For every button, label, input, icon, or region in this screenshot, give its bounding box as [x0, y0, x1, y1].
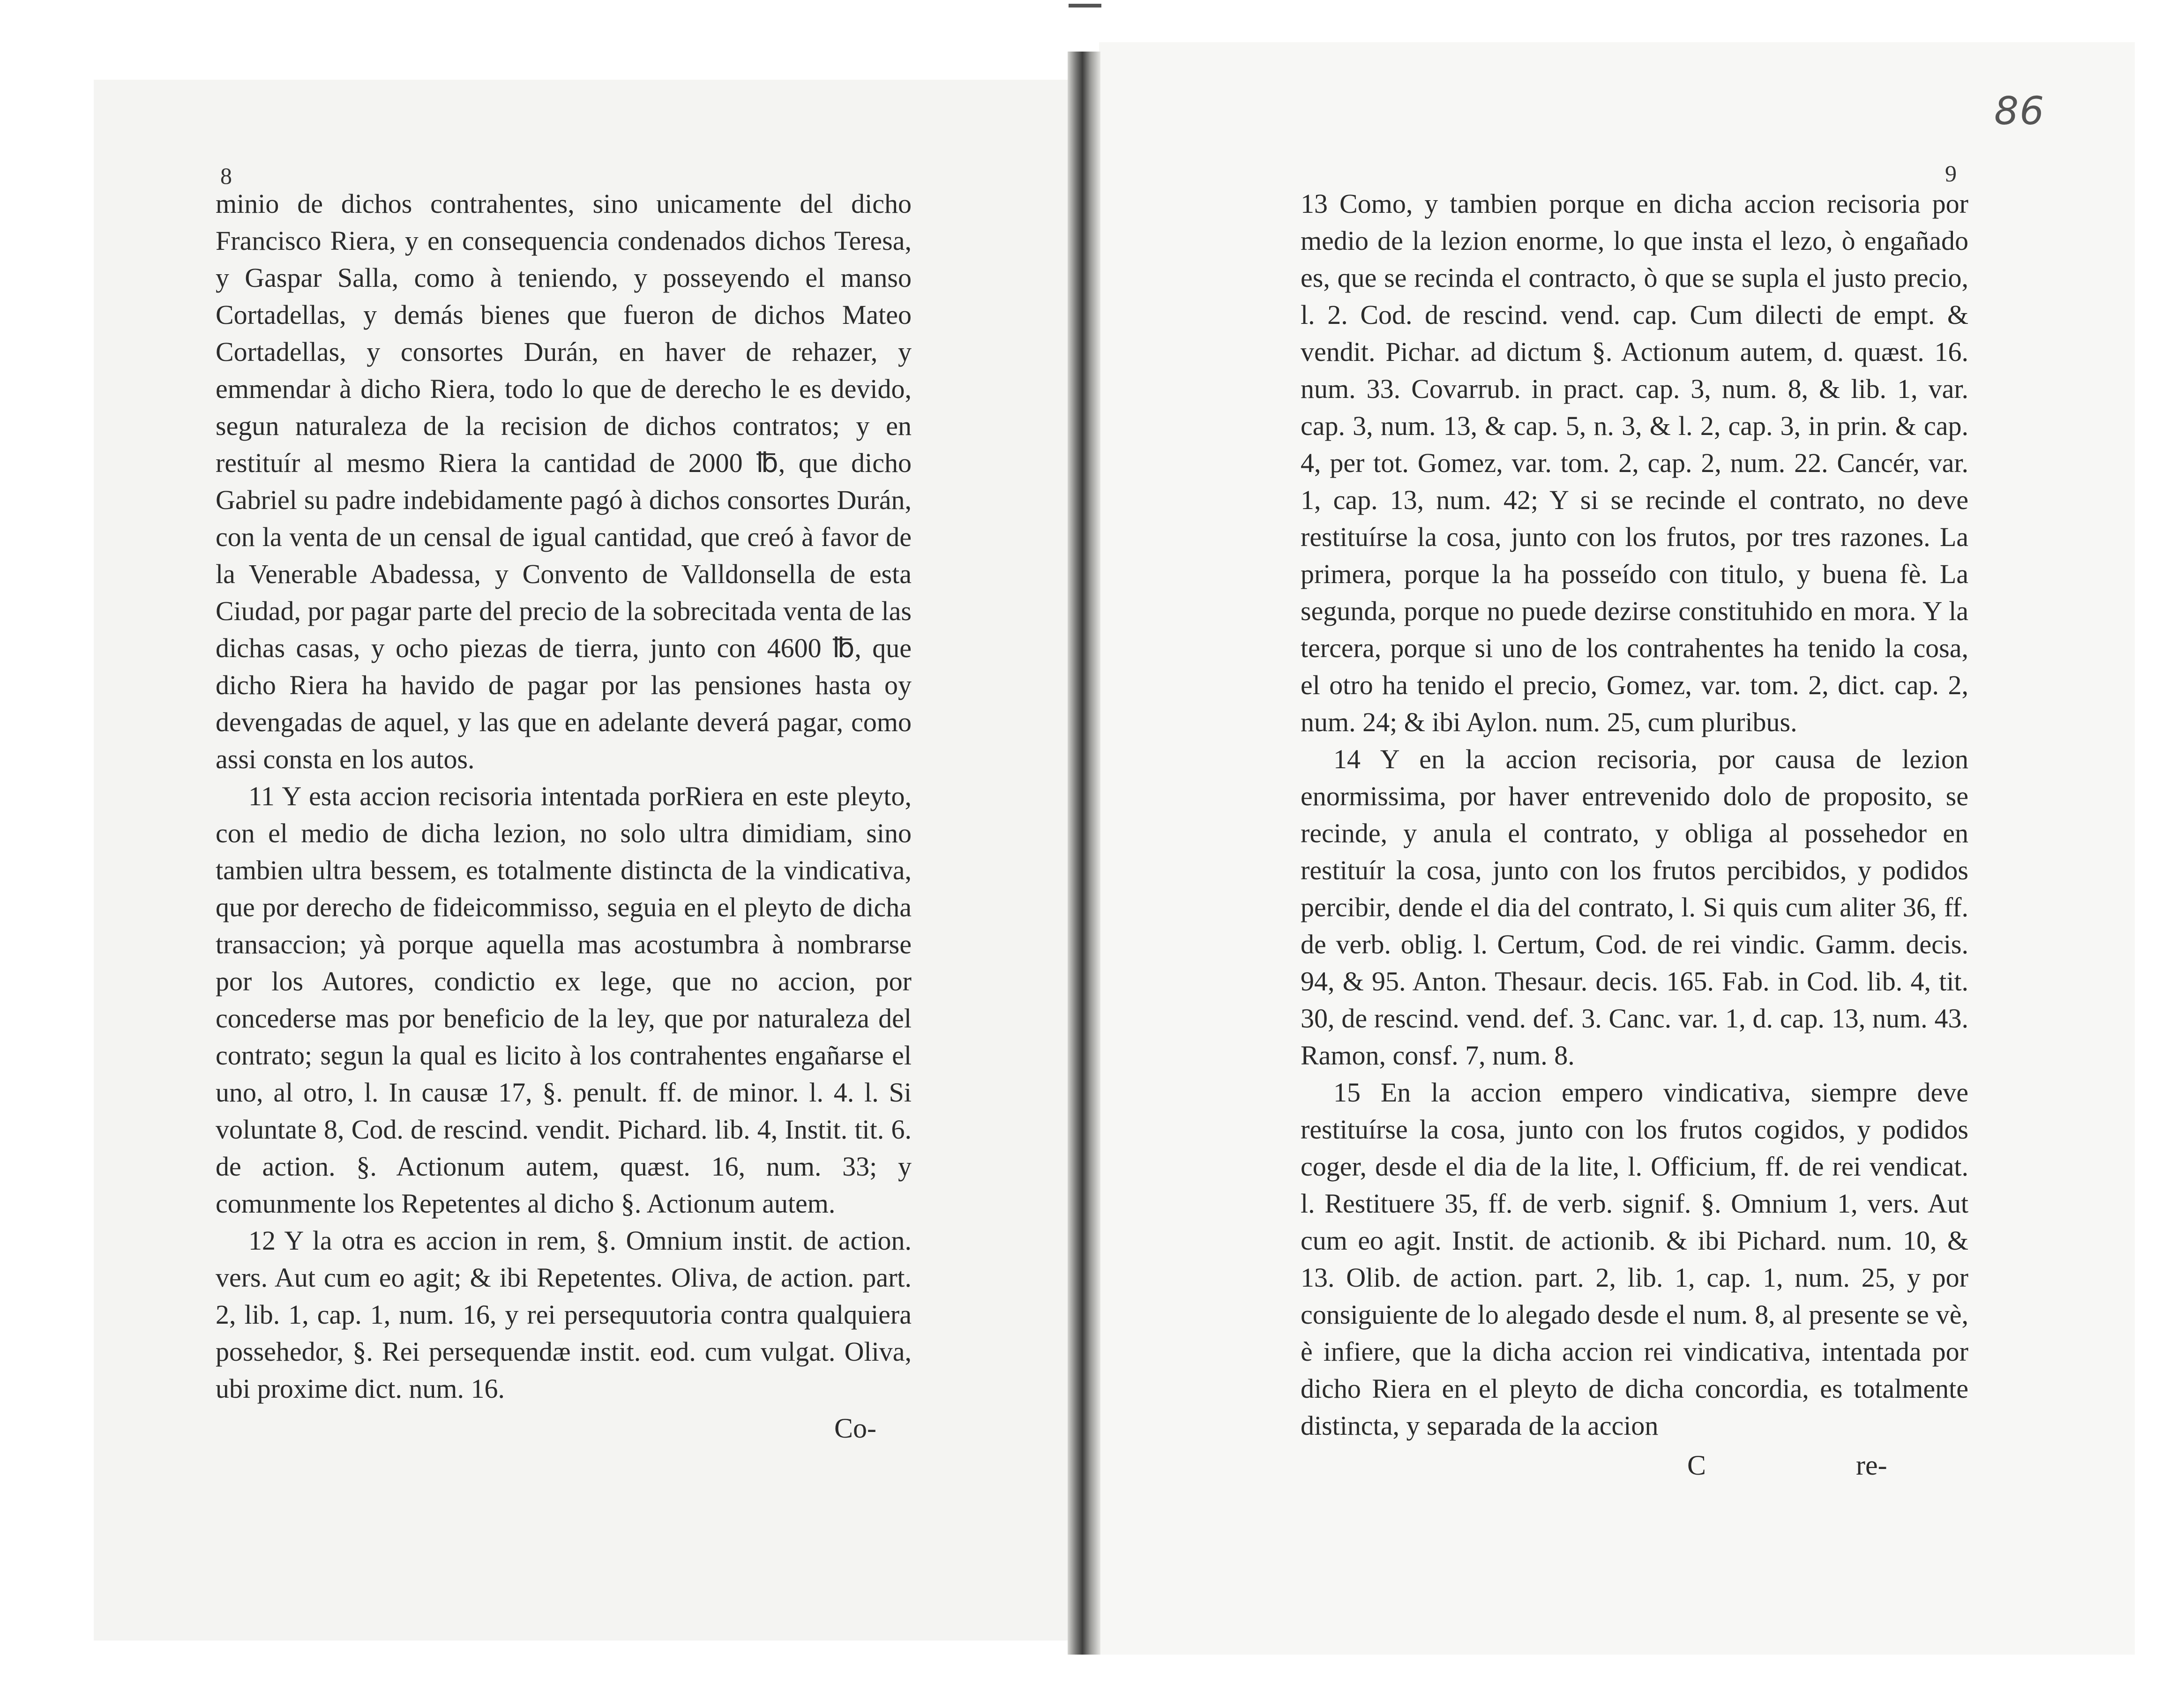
right-page-number: 9 — [1945, 160, 1957, 187]
top-mark — [1069, 4, 1101, 7]
paragraph-14: 14 Y en la accion recisoria, por causa de lezion enormissima, por haver entrevenido dolo de proposito, se recinde, y anula el contrato, y obliga al possehedor en restituír la cosa, junto con los frutos percibidos, y podidos percibir, dende el dia del contrato, l. Si quis cum aliter 36, ff. de verb. oblig. l. Certum, Cod. de rei vindic. Gamm. decis. 94, & 95. Anton. Thesaur. decis. 165. Fab. in Cod. lib. 4, tit. 30, de rescind. vend. def. 3. Canc. var. 1, d. cap. 13, num. 43. Ramon, consf. 7, num. 8. — [1301, 744, 1968, 1071]
book-gutter — [1068, 52, 1100, 1655]
paragraph-10-continued: minio de dichos contrahentes, sino unicamente del dicho Francisco Riera, y en consequencia condenados dichos Teresa, y Gaspar Salla, como à teniendo, y posseyendo el manso Cortadellas, y demás bienes que fueron de dichos Mateo Cortadellas, y consortes Durán, en haver de rehazer, y emmendar à dicho Riera, todo lo que de derecho le es devido, segun naturaleza de la recision de dichos contratos; y en restituír al mesmo Riera la cantidad de 2000 ℔, que dicho Gabriel su padre indebidamente pagó à dichos consortes Durán, con la venta de un censal de igual cantidad, que creó à favor de la Venerable Abadessa, y Convento de Valldonsella de esta Ciudad, por pagar parte del precio de la sobrecitada venta de las dichas casas, y ocho piezas de tierra, junto con 4600 ℔, que dicho Riera ha havido de pagar por las pensiones hasta oy devengadas de aquel, y las que en adelante deverá pagar, como assi consta en los autos. — [216, 188, 912, 774]
signature-mark: C — [1687, 1450, 1706, 1481]
paragraph-15: 15 En la accion empero vindicativa, siempre deve restituírse la cosa, junto con los frutos cogidos, y podidos coger, desde el dia de la lite, l. Officium, ff. de rei vendicat. l. Restituere 35, ff. de verb. signif. §. Omnium 1, vers. Aut cum eo agit. Instit. de actionib. & ibi Pichard. num. 10, & 13. Olib. de action. part. 2, lib. 1, cap. 1, num. 25, y por consiguiente de lo alegado desde el num. 8, al presente se vè, è infiere, que la dicha accion rei vindicativa, intentada por dicho Riera en el pleyto de dicha concordia, es totalmente distincta, y separada de la accion — [1301, 1077, 1968, 1441]
left-page-body — [216, 185, 912, 1407]
paragraph-11: 11 Y esta accion recisoria intentada porRiera en este pleyto, con el medio de dicha lezion, no solo ultra dimidiam, sino tambien ultra bessem, es totalmente distincta de la vindicativa, que por derecho de fideicommisso, seguia en el pleyto de dicha transaccion; yà porque aquella mas acostumbra à nombrarse por los Autores, condictio ex lege, que no accion, por concederse mas por beneficio de la ley, que por naturaleza del contrato; segun la qual es licito à los contrahentes engañarse el uno, al otro, l. In causæ 17, §. penult. ff. de minor. l. 4. l. Si voluntate 8, Cod. de rescind. vendit. Pichard. lib. 4, Instit. tit. 6. de action. §. Actionum autem, quæst. 16, num. 33; y comunmente los Repetentes al dicho §. Actionum autem. — [216, 781, 912, 1219]
paragraph-12: 12 Y la otra es accion in rem, §. Omnium instit. de action. vers. Aut cum eo agit; & ibi Repetentes. Oliva, de action. part. 2, lib. 1, cap. 1, num. 16, y rei persequutoria contra qualquiera possehedor, §. Rei persequendæ instit. eod. cum vulgat. Oliva, ubi proxime dict. num. 16. — [216, 1225, 912, 1404]
paragraph-13: 13 Como, y tambien porque en dicha accion recisoria por medio de la lezion enorme, lo que insta el lezo, ò engañado es, que se recinda el contracto, ò que se supla el justo precio, l. 2. Cod. de rescind. vend. cap. Cum dilecti de empt. & vendit. Pichar. ad dictum §. Actionum autem, d. quæst. 16. num. 33. Covarrub. in pract. cap. 3, num. 8, & lib. 1, var. cap. 3, num. 13, & cap. 5, n. 3, & l. 2, cap. 3, in prin. & cap. 4, per tot. Gomez, var. tom. 2, cap. 2, num. 22. Cancér, var. 1, cap. 13, num. 42; Y si se recinde el contrato, no deve restituírse la cosa, junto con los frutos, por tres razones. La primera, porque la ha posseído con titulo, y buena fè. La segunda, porque no puede dezirse constituhido en mora. Y la tercera, porque si uno de los contrahentes ha tenido la cosa, el otro ha tenido el precio, Gomez, var. tom. 2, dict. cap. 2, num. 24; & ibi Aylon. num. 25, cum pluribus. — [1301, 188, 1968, 737]
folio-number: 86 — [1994, 89, 2045, 134]
right-page-body — [1301, 185, 1968, 1444]
right-catchword: re- — [1856, 1450, 1887, 1481]
left-catchword: Co- — [834, 1413, 876, 1444]
left-page-number: 8 — [220, 163, 232, 189]
